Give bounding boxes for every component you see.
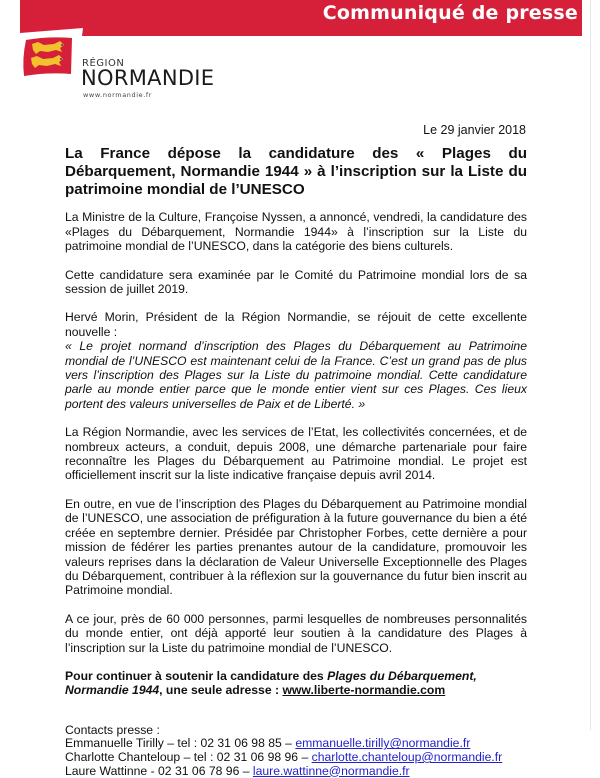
paragraph: La Région Normandie, avec les services de l’Etat, les collectivités concernées, et de nombreux acteurs, a conduit, depuis 2008, une démarche partenariale pour faire reconnaître les Plages du Débarquement au Patrimoine mondial. Le projet est officiellement inscrit sur la liste indicative française depuis avril 2014. (65, 425, 527, 483)
region-label: RÉGION (82, 58, 125, 69)
paragraph: A ce jour, près de 60 000 personnes, parmi lesquelles de nombreuses personnalités du monde entier, ont déjà apporté leur soutien à la candidature des Plages à l’inscription sur la Liste du patrimoine mondial de l’UNESCO. (65, 611, 527, 655)
contact-details: Charlotte Chanteloup – tel : 02 31 06 98 96 – (65, 749, 312, 764)
contact-row (65, 751, 527, 765)
region-name: NORMANDIE (81, 66, 215, 90)
contact-row (65, 765, 527, 778)
president-quote-block (65, 310, 527, 411)
press-release-date: Le 29 janvier 2018 (423, 123, 526, 137)
cta-italic: Plages du Débarquement, Normandie 1944 (65, 668, 477, 698)
headline: La France dépose la candidature des « Plages du Débarquement, Normandie 1944 » à l’inscription sur la Liste du patrimoine mondial de l’UNESCO (65, 145, 527, 198)
page-edge-rule (590, 0, 591, 730)
contact-email-link[interactable]: emmanuelle.tirilly@normandie.fr (295, 736, 471, 751)
quote-intro: Hervé Morin, Président de la Région Normandie, se réjouit de cette excellente nouvelle : (65, 310, 527, 339)
contact-email-link[interactable]: charlotte.chanteloup@normandie.fr (311, 749, 503, 764)
header-banner (0, 0, 600, 40)
banner-title: Communiqué de presse (322, 2, 578, 24)
contact-details: Laure Wattinne - 02 31 06 78 96 – (65, 763, 253, 778)
paragraph: En outre, en vue de l’inscription des Plages du Débarquement au Patrimoine mondial de l’UNESCO, une association de préfiguration à la future gouvernance du bien a été créée en septembre dernier. Présidée par Christopher Forbes, cette dernière a pour mission de fédérer les parties prenantes autour de la candidature, promouvoir les valeurs reprises dans la déclaration de Valeur Universelle Exceptionnelle des Plages du Débarquement, contribuer à la réflexion sur la gouvernance du futur bien inscrit au Patrimoine mondial. (65, 496, 527, 598)
normandy-lions-flag-icon (22, 36, 74, 78)
contacts-title: Contacts presse : (65, 722, 160, 737)
press-release-body (65, 145, 527, 778)
cta-middle: , une seule adresse : (159, 683, 283, 698)
paragraph: Cette candidature sera examinée par le Comité du Patrimoine mondial lors de sa session de juillet 2019. (65, 267, 527, 297)
contact-details: Emmanuelle Tirilly – tel : 02 31 06 98 85 – (65, 736, 296, 751)
support-call-to-action (65, 669, 527, 698)
contact-email-link[interactable]: laure.wattinne@normandie.fr (252, 763, 410, 778)
press-contacts (65, 724, 527, 778)
contact-row (65, 737, 527, 751)
region-normandie-logo[interactable] (22, 36, 242, 99)
liberte-normandie-link[interactable]: www.liberte-normandie.com (282, 683, 446, 698)
quote-text: « Le projet normand d’inscription des Plages du Débarquement au Patrimoine mondial de l’UNESCO est maintenant celui de la France. C’est un grand pas de plus vers l’inscription des Plages sur la Liste du patrimoine mondial. Cette candidature parle au monde entier parce que le monde entier vient sur ces Plages. Ces lieux portent des valeurs universelles de Paix et de Liberté. » (65, 339, 527, 411)
region-url: www.normandie.fr (83, 91, 153, 99)
paragraph: La Ministre de la Culture, Françoise Nyssen, a annoncé, vendredi, la candidature des «Plages du Débarquement, Normandie 1944» à l’inscription sur la Liste du patrimoine mondial de l’UNESCO, dans la catégorie des biens culturels. (65, 210, 527, 254)
cta-prefix: Pour continuer à soutenir la candidature des (65, 668, 328, 683)
